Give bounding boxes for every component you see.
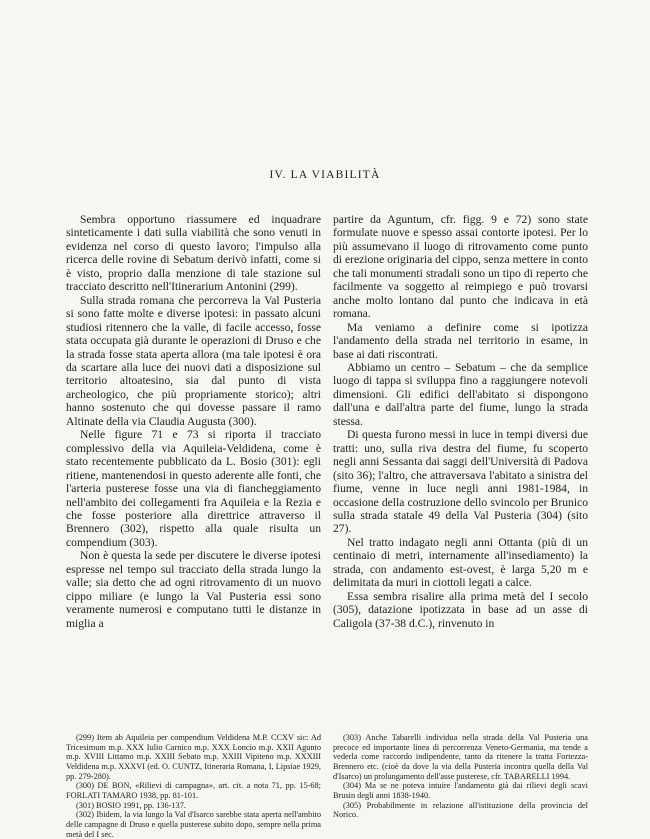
footnote: (299) Item ab Aquileia per compendium Veldidena M.P. CCXV sic: Ad Tricesimum m.p. XXX Iulio Carnico m.p. XXX Loncio m.p. XXII Agunto m.p. XVIII Littamo m.p. XXIII Sebato m.p. XXIII Vipiteno m.p. XXXIII Veldidena m.p. XXXVI (ed. O. CUNTZ, Itineraria Romana, I, Lipsiae 1929, pp. 279-280). [66, 733, 321, 781]
footnote: (305) Probabilmente in relazione all'istituzione della provincia del Norico. [333, 800, 588, 820]
footnote: (303) Anche Tabarelli individua nella strada della Val Pusteria una precoce ed importante linea di percorrenza Veneto-Germania, ma tende a vederla come raccordo indipendente, tanto da ritenere la tratta Fortezza-Brennero etc. (cioè da dove la via della Pusteria incontra quella della Val d'Isarco) un prolungamento dell'asse pusterese, cfr. TABARELLI 1994. [333, 733, 588, 781]
footnote: (304) Ma se ne poteva intuire l'andamento già dai rilievi degli scavi Brusin degli anni 1838-1940. [333, 781, 588, 800]
paragraph: Sulla strada romana che percorreva la Val Pusteria si sono fatte molte e diverse ipotesi: in passato alcuni studiosi ritennero che la valle, di facile accesso, fosse stata occupata già durante le operazioni di Druso e che la strada fosse stata aperta allora (ma tale ipotesi è ora da scartare alla luce dei nuovi dati a disposizione sul territorio altoatesino, sia dal punto di vista archeologico, che più propriamente storico); altri hanno sostenuto che qui dovesse passare il ramo Altinate della via Claudia Augusta (300). [66, 293, 321, 428]
paragraph: Essa sembra risalire alla prima metà del I secolo (305), datazione ipotizzata in base ad un asse di Caligola (37-38 d.C.), rinvenuto in [333, 589, 588, 630]
footnotes-right [333, 733, 588, 820]
paragraph: Non è questa la sede per discutere le diverse ipotesi espresse nel tempo sul tracciato della strada lungo la valle; sia detto che ad ogni ritrovamento di un nuovo cippo miliare (e lungo la Val Pusteria essi sono veramente numerosi e computano tutti le distanze in miglia a [66, 549, 321, 630]
left-column [66, 213, 321, 630]
footnotes-left [66, 733, 321, 839]
paragraph: Nelle figure 71 e 73 si riporta il tracciato complessivo della via Aquileia-Veldidena, come è stato recentemente pubblicato da L. Bosio (301): egli ritiene, mantenendosi in questo aderente alle fonti, che l'arteria pusterese fosse una via di fiancheggiamento nell'ambito dei collegamenti fra Aquileia e la Rezia e che fosse posteriore alla direttrice attraverso il Brennero (302), rispetto alla quale risulta un compendium (303). [66, 428, 321, 549]
paragraph: Abbiamo un centro – Sebatum – che da semplice luogo di tappa si sviluppa fino a raggiungere notevoli dimensioni. Gli edifici dell'abitato si dispongono dall'una e dall'altra parte del fiume, lungo la strada stessa. [333, 360, 588, 428]
footnote: (301) BOSIO 1991, pp. 136-137. [76, 800, 186, 810]
paragraph: Nel tratto indagato negli anni Ottanta (più di un centinaio di metri, internamente all'insediamento) la strada, con andamento est-ovest, è larga 5,20 m e delimitata da muri in ciottoli legati a calce. [333, 535, 588, 590]
footnote: (302) Ibidem, la via lungo la Val d'Isarco sarebbe stata aperta nell'ambito delle campagne di Druso e quella pusterese subito dopo, sempre nella prima metà del I sec. [66, 810, 321, 839]
paragraph: Sembra opportuno riassumere ed inquadrare sinteticamente i dati sulla viabilità che sono venuti in evidenza nel corso di questo lavoro; l'impulso alla ricerca delle rovine di Sebatum derivò infatti, come si è visto, proprio dalla menzione di tale stazione sul tracciato descritto nell'Itinerarium Antonini (299). [66, 213, 321, 294]
footnote: (300) DE BON, «Rilievi di campagna», art. cit. a nota 71, pp. 15-68; FORLATI TAMARO 1938, pp. 81-101. [66, 781, 321, 800]
chapter-title: IV. LA VIABILITÀ [269, 169, 381, 181]
paragraph: partire da Aguntum, cfr. figg. 9 e 72) sono state formulate nuove e spesso assai contorte ipotesi. Per lo più assumevano il luogo di ritrovamento come punto di erezione originaria del cippo, senza mettere in conto che tali monumenti stradali sono un tipo di reperto che facilmente va soggetto al reimpiego e può trovarsi anche molto lontano dal punto che indicava in età romana. [333, 213, 588, 321]
right-column [333, 213, 588, 630]
paragraph: Ma veniamo a definire come si ipotizza l'andamento della strada nel territorio in esame, in base ai dati riscontrati. [333, 320, 588, 361]
paragraph: Di questa furono messi in luce in tempi diversi due tratti: uno, sulla riva destra del fiume, fu scoperto negli anni Sessanta dai saggi dell'Università di Padova (sito 36); l'altro, che attraversava l'abitato a sinistra del fiume, venne in luce negli anni 1981-1984, in occasione della costruzione dello svincolo per Brunico sulla strada statale 49 della Val Pusteria (304) (sito 27). [333, 428, 588, 536]
